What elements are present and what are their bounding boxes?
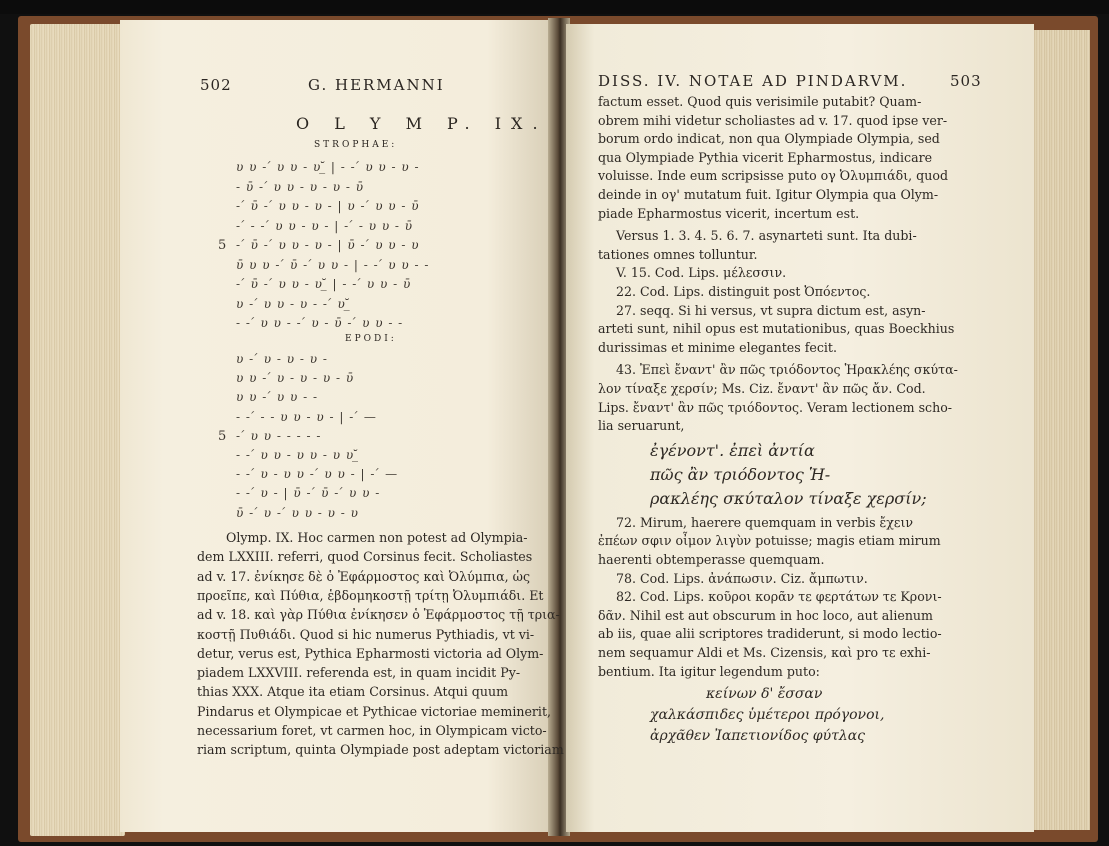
note-line: V. 15. Cod. Lips. μέλεσσιν. (616, 265, 787, 281)
greek-quote-line: ἐγένοντ'. ἐπεὶ ἀντία (650, 440, 815, 460)
greek-quote-line: κείνων δ' ἔσσαν (706, 686, 823, 703)
commentary-line: προεῖπε, καὶ Πύθια, ἑβδομηκοστῇ τρίτῃ Ὀλυμπιάδι. Et (197, 587, 544, 603)
commentary-line: detur, verus est, Pythica Epharmosti victoria ad Olym- (197, 645, 544, 661)
commentary-line: Pindarus et Olympicae et Pythicae victoriae meminerit, (197, 703, 552, 719)
commentary-line: ad v. 18. καὶ γὰρ Πύθια ἐνίκησεν ὁ Ἐφάρμοστος τῇ τρια- (197, 607, 560, 623)
note-line: 22. Cod. Lips. distinguit post Ὀπόεντος. (616, 284, 871, 299)
metrical-line: - ́ ῡ - ́ υ υ - υ - | ῡ - ́ υ υ - υ (236, 238, 420, 252)
note-line: bentium. Ita igitur legendum puto: (598, 663, 820, 679)
metrical-line: υ υ - ́ υ - υ - υ - ῡ (236, 371, 355, 386)
epode-label: EPODI: (345, 334, 397, 344)
note-line: lia seruarunt, (598, 418, 685, 434)
metrical-line: υ - ́ υ - υ - υ - (236, 352, 328, 366)
note-line: nem sequamur Aldi et Ms. Cizensis, καὶ pro τε exhi- (598, 645, 931, 660)
note-line: haerenti obtemperasse quemquam. (598, 552, 825, 567)
poem-title: O L Y M P. IX. (296, 114, 548, 133)
paragraph-line: qua Olympiade Pythia vicerit Epharmostus, indicare (598, 149, 933, 165)
greek-quote-line: πῶς ἂν τριόδοντος Ἡ- (650, 464, 831, 484)
right-page-number: 503 (950, 72, 982, 90)
metrical-line: - ́ ῡ - ́ υ υ - υ ̲̆ | - - ́ υ υ - ῡ (236, 277, 412, 291)
metrical-line: - ῡ - ́ υ υ - υ - υ - ῡ (236, 179, 365, 194)
line-number: 5 (218, 428, 227, 444)
paragraph-line: borum ordo indicat, non qua Olympiade Olympia, sed (598, 131, 940, 147)
page-edges-left (30, 24, 125, 836)
page-edges-right (1030, 30, 1090, 830)
commentary-line: riam scriptum, quinta Olympiade post adeptam victoriam (197, 742, 564, 758)
note-line: durissimas et minime elegantes fecit. (598, 339, 837, 355)
paragraph-line: Versus 1. 3. 4. 5. 6. 7. asynarteti sunt. Ita dubi- (616, 228, 917, 244)
metrical-line: - ́ υ υ - - - - - (236, 428, 322, 443)
greek-quote-line: ρακλέης σκύταλον τίναξε χερσίν; (650, 488, 927, 508)
metrical-line: - - ́ - - υ υ - υ - | - ́ — (236, 409, 377, 424)
paragraph-line: piade Epharmostus vicerit, incertum est. (598, 205, 860, 221)
left-running-head: G. HERMANNI (308, 76, 445, 94)
paragraph-line: voluisse. Inde eum scripsisse puto ογ Ὀλυμπιάδι, quod (598, 168, 948, 184)
note-line: 72. Mirum, haerere quemquam in verbis ἔχειν (616, 514, 914, 530)
scan-border (0, 0, 1109, 14)
commentary-line: thias XXX. Atque ita etiam Corsinus. Atqui quum (197, 684, 509, 700)
commentary-line: dem LXXIII. referri, quod Corsinus fecit. Scholiastes (197, 549, 533, 565)
metrical-line: - - ́ υ υ - υ υ - υ υ ̲̆ (236, 448, 359, 462)
note-line: 82. Cod. Lips. κοῦροι κορᾶν τε φερτάτων τε Κρονι- (616, 589, 942, 605)
metrical-line: - ́ - - ́ υ υ - υ - | - ́ - υ υ - ῡ (236, 218, 414, 233)
note-line: arteti sunt, nihil opus est mutationibus, quas Boeckhius (598, 321, 955, 337)
note-line: λον τίναξε χερσίν; Ms. Ciz. ἔναντ' ἂν πῶς ἄν. Cod. (598, 381, 926, 396)
metrical-line: - - ́ υ υ - - ́ υ - ῡ - ́ υ υ - - (236, 316, 404, 330)
commentary-line: ad v. 17. ἐνίκησε δὲ ὁ Ἐφάρμοστος καὶ Ὀλύμπια, ὡς (197, 568, 531, 584)
greek-quote-line: ἀρχᾶθεν Ἰαπετιονίδος φύτλας (650, 728, 866, 745)
metrical-line: - ́ ῡ - ́ υ υ - υ - | υ - ́ υ υ - ῡ (236, 199, 420, 213)
greek-quote-line: χαλκάσπιδες ὑμέτεροι πρόγονοι, (650, 707, 885, 724)
line-number: 5 (218, 238, 227, 253)
commentary-line: necessarium foret, vt carmen hoc, in Olympicam victo- (197, 723, 547, 738)
metrical-line: ῡ - ́ υ - ́ υ υ - υ - υ (236, 505, 359, 520)
note-line: Lips. ἔναντ' ἂν πῶς τριόδοντος. Veram lectionem scho- (598, 399, 953, 415)
metrical-line: υ υ - ́ υ υ - υ ̲̆ | - - ́ υ υ - υ - (236, 160, 420, 174)
note-line: ἐπέων σφιν οἶμον λιγὺν potuisse; magis etiam mirum (598, 533, 941, 549)
paragraph-line: tationes omnes tolluntur. (598, 246, 758, 262)
metrical-line: ῡ υ υ - ́ ῡ - ́ υ υ - | - - ́ υ υ - - (236, 257, 430, 272)
note-line: 43. Ἐπεὶ ἔναντ' ἂν πῶς τριόδοντος Ἡρακλέης σκύτα- (616, 362, 958, 378)
paragraph-line: factum esset. Quod quis verisimile putabit? Quam- (598, 94, 922, 109)
metrical-line: υ - ́ υ υ - υ - - ́ υ ̲̆ (236, 296, 351, 311)
commentary-line: piadem LXXVIII. referenda est, in quam incidit Py- (197, 665, 521, 681)
note-line: 27. seqq. Si hi versus, vt supra dictum est, asyn- (616, 302, 926, 318)
commentary-line: κοστῇ Πυθιάδι. Quod si hic numerus Pythiadis, vt vi- (197, 626, 535, 642)
paragraph-line: deinde in ογ' mutatum fuit. Igitur Olympia qua Olym- (598, 187, 939, 202)
metrical-line: υ υ - ́ υ υ - - (236, 390, 319, 405)
strophe-label: STROPHAE: (314, 140, 398, 150)
note-line: 78. Cod. Lips. ἀνάπωσιν. Ciz. ἄμπωτιν. (616, 570, 868, 586)
right-running-head: DISS. IV. NOTAE AD PINDARVM. (598, 72, 908, 90)
paragraph-line: obrem mihi videtur scholiastes ad v. 17. quod ipse ver- (598, 112, 948, 128)
commentary-line: Olymp. IX. Hoc carmen non potest ad Olympia- (226, 530, 528, 545)
note-line: δᾶν. Nihil est aut obscurum in hoc loco, aut alienum (598, 607, 933, 623)
metrical-line: - - ́ υ - | ῡ - ́ ῡ - ́ υ υ - (236, 486, 381, 501)
left-page-number: 502 (200, 76, 232, 94)
note-line: ab iis, quae alii scriptores tradiderunt, si modo lectio- (598, 626, 942, 642)
metrical-line: - - ́ υ - υ υ - ́ υ υ - | - ́ — (236, 467, 399, 482)
